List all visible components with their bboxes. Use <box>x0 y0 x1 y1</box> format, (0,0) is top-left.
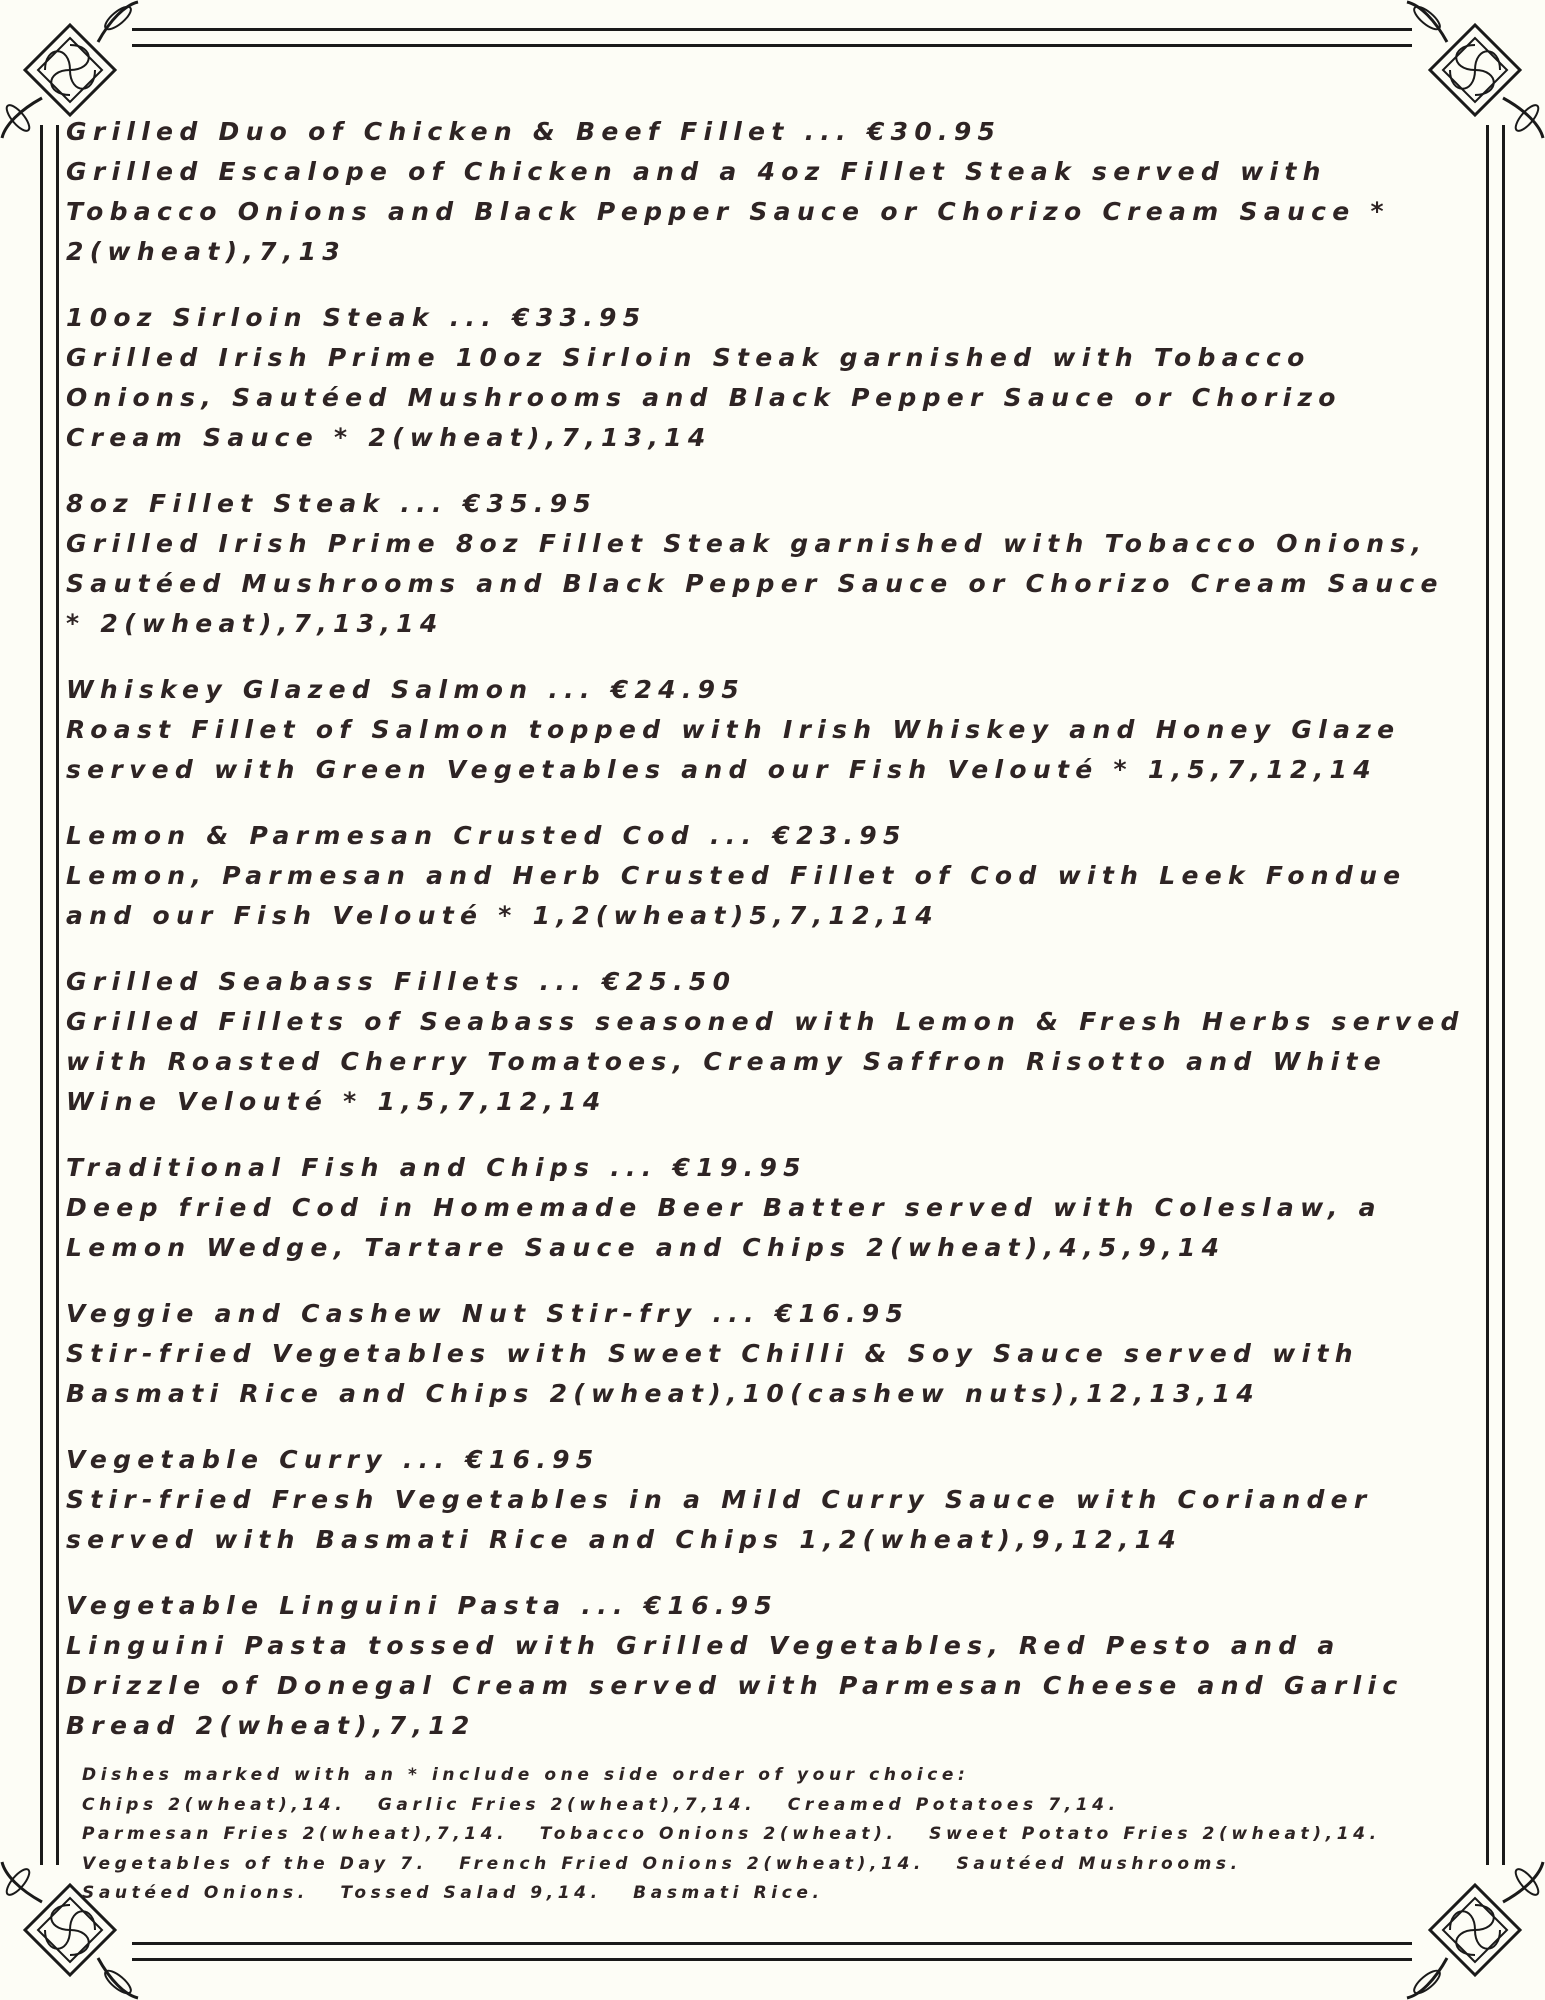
menu-item <box>66 670 1476 790</box>
menu-item <box>66 962 1476 1122</box>
footnote-line: Sautéed Onions. Tossed Salad 9,14. Basmati Rice. <box>82 1883 824 1903</box>
dish-title: Grilled Duo of Chicken & Beef Fillet ... €30.95 <box>66 117 1002 146</box>
footnote-line: Parmesan Fries 2(wheat),7,14. Tobacco Onions 2(wheat). Sweet Potato Fries 2(wheat),14. <box>82 1824 1381 1844</box>
dish-description: Stir-fried Vegetables with Sweet Chilli & Soy Sauce served with Basmati Rice and Chips 2(wheat),10(cashew nuts),12,13,14 <box>66 1339 1359 1408</box>
dish-description: Grilled Escalope of Chicken and a 4oz Fillet Steak served with Tobacco Onions and Black Pepper Sauce or Chorizo Cream Sauce * 2(wheat),7,13 <box>66 157 1390 266</box>
footnote-line: Chips 2(wheat),14. Garlic Fries 2(wheat),7,14. Creamed Potatoes 7,14. <box>82 1794 1120 1815</box>
frame-bottom-line-inner <box>132 1942 1412 1945</box>
dish-title: Whiskey Glazed Salmon ... €24.95 <box>66 675 746 704</box>
frame-right-line-inner <box>1486 125 1489 1865</box>
ornament-icon <box>1405 1860 1545 2000</box>
dish-description: Linguini Pasta tossed with Grilled Vegetables, Red Pesto and a Drizzle of Donegal Cream served with Parmesan Cheese and Garlic Bread 2(wheat),7,12 <box>66 1631 1404 1740</box>
dish-title: Vegetable Linguini Pasta ... €16.95 <box>66 1591 779 1620</box>
side-order-footnote <box>82 1761 1412 1909</box>
dish-description: Roast Fillet of Salmon topped with Irish Whiskey and Honey Glaze served with Green Vegetables and our Fish Velouté * 1,5,7,12,14 <box>66 715 1401 784</box>
dish-description: Grilled Irish Prime 10oz Sirloin Steak garnished with Tobacco Onions, Sautéed Mushrooms and Black Pepper Sauce or Chorizo Cream Sauce * 2(wheat),7,13,14 <box>66 343 1342 452</box>
dish-title: Traditional Fish and Chips ... €19.95 <box>66 1153 807 1182</box>
dish-description: Lemon, Parmesan and Herb Crusted Fillet of Cod with Leek Fondue and our Fish Velouté * 1,2(wheat)5,7,12,14 <box>66 861 1407 930</box>
frame-top-line-inner <box>132 44 1412 47</box>
menu-list <box>66 112 1476 1772</box>
dish-title: Veggie and Cashew Nut Stir-fry ... €16.95 <box>66 1299 910 1328</box>
menu-item <box>66 298 1476 458</box>
dish-description: Deep fried Cod in Homemade Beer Batter served with Coleslaw, a Lemon Wedge, Tartare Sauce and Chips 2(wheat),4,5,9,14 <box>66 1193 1382 1262</box>
dish-title: Vegetable Curry ... €16.95 <box>66 1445 600 1474</box>
dish-title: 8oz Fillet Steak ... €35.95 <box>66 489 598 518</box>
dish-title: Lemon & Parmesan Crusted Cod ... €23.95 <box>66 821 907 850</box>
menu-item <box>66 1586 1476 1746</box>
frame-bottom-line-outer <box>132 1958 1412 1961</box>
corner-ornament-bottom-right <box>1405 1860 1545 2000</box>
footnote-line: Dishes marked with an * include one side order of your choice: <box>82 1765 970 1785</box>
frame-right-line-outer <box>1502 125 1505 1865</box>
frame-top-line-outer <box>132 28 1412 31</box>
menu-item <box>66 484 1476 644</box>
menu-item <box>66 112 1476 272</box>
dish-description: Grilled Irish Prime 8oz Fillet Steak garnished with Tobacco Onions, Sautéed Mushrooms and Black Pepper Sauce or Chorizo Cream Sauce * 2(wheat),7,13,14 <box>66 529 1444 638</box>
menu-item <box>66 1294 1476 1414</box>
menu-item <box>66 1148 1476 1268</box>
frame-left-line-outer <box>40 125 43 1865</box>
frame-left-line-inner <box>56 125 59 1865</box>
menu-item <box>66 816 1476 936</box>
dish-title: 10oz Sirloin Steak ... €33.95 <box>66 303 647 332</box>
menu-item <box>66 1440 1476 1560</box>
dish-description: Grilled Fillets of Seabass seasoned with Lemon & Fresh Herbs served with Roasted Cherry Tomatoes, Creamy Saffron Risotto and White Wine Velouté * 1,5,7,12,14 <box>66 1007 1465 1116</box>
dish-title: Grilled Seabass Fillets ... €25.50 <box>66 967 737 996</box>
footnote-line: Vegetables of the Day 7. French Fried Onions 2(wheat),14. Sautéed Mushrooms. <box>82 1853 1242 1874</box>
dish-description: Stir-fried Fresh Vegetables in a Mild Curry Sauce with Coriander served with Basmati Rice and Chips 1,2(wheat),9,12,14 <box>66 1485 1373 1554</box>
